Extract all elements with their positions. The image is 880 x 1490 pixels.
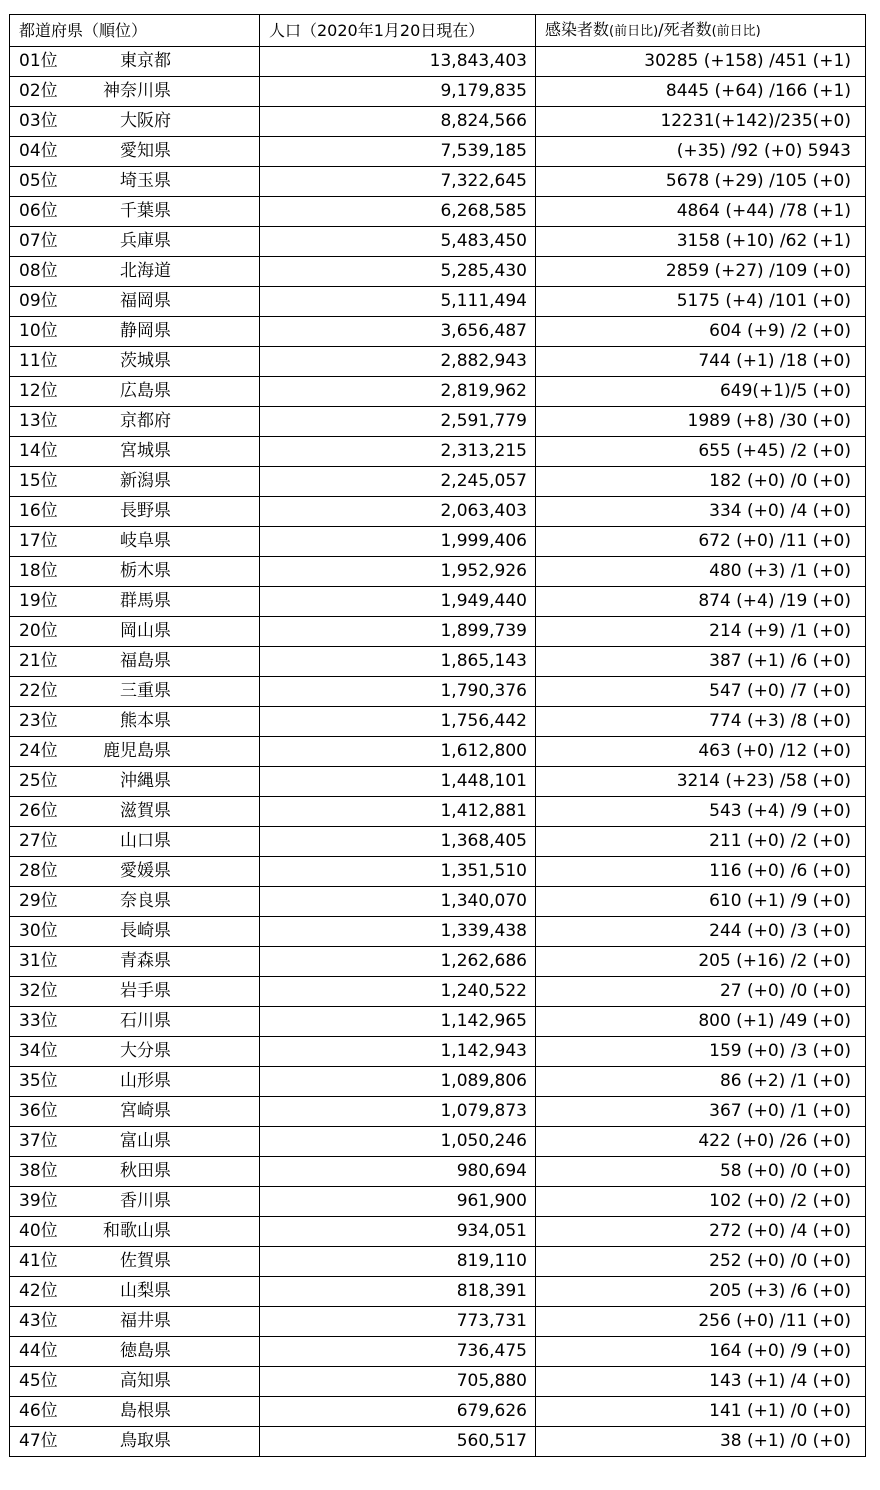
- table-row: [10, 1277, 866, 1307]
- cases-deaths-cell: 480 (+3) /1 (+0): [536, 557, 866, 587]
- population-cell: 773,731: [260, 1307, 536, 1337]
- rank-label: 45位: [19, 1371, 58, 1391]
- header-population: 人口（2020年1月20日現在）: [260, 15, 536, 47]
- rank-label: 15位: [19, 471, 58, 491]
- prefecture-name: 青森県: [120, 951, 171, 971]
- population-cell: 1,865,143: [260, 647, 536, 677]
- rank-label: 13位: [19, 411, 58, 431]
- prefecture-name: 富山県: [120, 1131, 171, 1151]
- rank-label: 03位: [19, 111, 58, 131]
- rank-label: 46位: [19, 1401, 58, 1421]
- rank-label: 17位: [19, 531, 58, 551]
- population-cell: 1,368,405: [260, 827, 536, 857]
- prefecture-name: 神奈川県: [103, 81, 171, 101]
- prefecture-name: 北海道: [120, 261, 171, 281]
- table-row: [10, 767, 866, 797]
- covid-prefecture-table-container: [9, 14, 866, 1457]
- prefecture-name: 静岡県: [120, 321, 171, 341]
- prefecture-name: 東京都: [120, 51, 171, 71]
- cases-deaths-cell: 387 (+1) /6 (+0): [536, 647, 866, 677]
- prefecture-cell: [10, 1247, 260, 1277]
- cases-deaths-cell: 367 (+0) /1 (+0): [536, 1097, 866, 1127]
- prefecture-name: 長野県: [120, 501, 171, 521]
- table-row: [10, 737, 866, 767]
- cases-deaths-cell: 800 (+1) /49 (+0): [536, 1007, 866, 1037]
- cases-deaths-cell: 86 (+2) /1 (+0): [536, 1067, 866, 1097]
- rank-label: 33位: [19, 1011, 58, 1031]
- prefecture-name: 兵庫県: [120, 231, 171, 251]
- population-cell: 1,790,376: [260, 677, 536, 707]
- population-cell: 961,900: [260, 1187, 536, 1217]
- prefecture-cell: [10, 1067, 260, 1097]
- prefecture-name: 長崎県: [120, 921, 171, 941]
- table-row: [10, 1247, 866, 1277]
- rank-label: 29位: [19, 891, 58, 911]
- header-deaths-diff-label: (前日比): [711, 24, 761, 39]
- rank-label: 08位: [19, 261, 58, 281]
- cases-deaths-cell: 159 (+0) /3 (+0): [536, 1037, 866, 1067]
- cases-deaths-cell: 744 (+1) /18 (+0): [536, 347, 866, 377]
- cases-deaths-cell: 3214 (+23) /58 (+0): [536, 767, 866, 797]
- population-cell: 934,051: [260, 1217, 536, 1247]
- population-cell: 8,824,566: [260, 107, 536, 137]
- rank-label: 41位: [19, 1251, 58, 1271]
- cases-deaths-cell: 604 (+9) /2 (+0): [536, 317, 866, 347]
- table-row: [10, 257, 866, 287]
- cases-deaths-cell: 102 (+0) /2 (+0): [536, 1187, 866, 1217]
- header-cases-diff-label: (前日比): [609, 24, 659, 39]
- prefecture-cell: [10, 1397, 260, 1427]
- cases-deaths-cell: 143 (+1) /4 (+0): [536, 1367, 866, 1397]
- cases-deaths-cell: 2859 (+27) /109 (+0): [536, 257, 866, 287]
- cases-deaths-cell: 4864 (+44) /78 (+1): [536, 197, 866, 227]
- prefecture-name: 広島県: [120, 381, 171, 401]
- table-row: [10, 1097, 866, 1127]
- table-row: [10, 947, 866, 977]
- cases-deaths-cell: 774 (+3) /8 (+0): [536, 707, 866, 737]
- header-cases-label: 感染者数: [545, 20, 610, 39]
- table-row: [10, 1307, 866, 1337]
- prefecture-name: 徳島県: [120, 1341, 171, 1361]
- prefecture-cell: [10, 1307, 260, 1337]
- prefecture-name: 三重県: [120, 681, 171, 701]
- rank-label: 36位: [19, 1101, 58, 1121]
- rank-label: 24位: [19, 741, 58, 761]
- table-row: [10, 137, 866, 167]
- cases-deaths-cell: 244 (+0) /3 (+0): [536, 917, 866, 947]
- population-cell: 5,285,430: [260, 257, 536, 287]
- prefecture-name: 群馬県: [120, 591, 171, 611]
- rank-label: 26位: [19, 801, 58, 821]
- rank-label: 22位: [19, 681, 58, 701]
- table-row: [10, 1067, 866, 1097]
- population-cell: 13,843,403: [260, 47, 536, 77]
- cases-deaths-cell: 3158 (+10) /62 (+1): [536, 227, 866, 257]
- table-row: [10, 1427, 866, 1457]
- table-row: [10, 1217, 866, 1247]
- table-row: [10, 857, 866, 887]
- rank-label: 02位: [19, 81, 58, 101]
- table-row: [10, 1187, 866, 1217]
- population-cell: 560,517: [260, 1427, 536, 1457]
- table-row: [10, 1037, 866, 1067]
- population-cell: 1,999,406: [260, 527, 536, 557]
- cases-deaths-cell: 463 (+0) /12 (+0): [536, 737, 866, 767]
- cases-deaths-cell: 8445 (+64) /166 (+1): [536, 77, 866, 107]
- prefecture-name: 熊本県: [120, 711, 171, 731]
- prefecture-name: 島根県: [120, 1401, 171, 1421]
- table-row: [10, 1337, 866, 1367]
- rank-label: 25位: [19, 771, 58, 791]
- cases-deaths-cell: 422 (+0) /26 (+0): [536, 1127, 866, 1157]
- prefecture-name: 宮城県: [120, 441, 171, 461]
- table-row: [10, 317, 866, 347]
- cases-deaths-cell: 543 (+4) /9 (+0): [536, 797, 866, 827]
- cases-deaths-cell: 272 (+0) /4 (+0): [536, 1217, 866, 1247]
- population-cell: 1,899,739: [260, 617, 536, 647]
- prefecture-name: 愛知県: [120, 141, 171, 161]
- prefecture-name: 山梨県: [120, 1281, 171, 1301]
- table-row: [10, 47, 866, 77]
- population-cell: 3,656,487: [260, 317, 536, 347]
- cases-deaths-cell: 30285 (+158) /451 (+1): [536, 47, 866, 77]
- prefecture-cell: [10, 1337, 260, 1367]
- rank-label: 38位: [19, 1161, 58, 1181]
- prefecture-cell: [10, 887, 260, 917]
- population-cell: 1,612,800: [260, 737, 536, 767]
- cases-deaths-cell: 12231(+142)/235(+0): [536, 107, 866, 137]
- prefecture-cell: [10, 1187, 260, 1217]
- rank-label: 30位: [19, 921, 58, 941]
- table-row: [10, 197, 866, 227]
- rank-label: 18位: [19, 561, 58, 581]
- rank-label: 01位: [19, 51, 58, 71]
- population-cell: 705,880: [260, 1367, 536, 1397]
- prefecture-cell: [10, 1367, 260, 1397]
- cases-deaths-cell: 256 (+0) /11 (+0): [536, 1307, 866, 1337]
- population-cell: 6,268,585: [260, 197, 536, 227]
- prefecture-name: 高知県: [120, 1371, 171, 1391]
- prefecture-name: 福岡県: [120, 291, 171, 311]
- population-cell: 5,483,450: [260, 227, 536, 257]
- population-cell: 9,179,835: [260, 77, 536, 107]
- prefecture-cell: [10, 947, 260, 977]
- prefecture-cell: [10, 347, 260, 377]
- prefecture-name: 佐賀県: [120, 1251, 171, 1271]
- population-cell: 818,391: [260, 1277, 536, 1307]
- table-row: [10, 167, 866, 197]
- cases-deaths-cell: 1989 (+8) /30 (+0): [536, 407, 866, 437]
- prefecture-cell: [10, 557, 260, 587]
- header-prefecture-rank: 都道府県（順位）: [10, 15, 260, 47]
- population-cell: 1,050,246: [260, 1127, 536, 1157]
- cases-deaths-cell: (+35) /92 (+0) 5943: [536, 137, 866, 167]
- prefecture-cell: [10, 707, 260, 737]
- population-cell: 1,756,442: [260, 707, 536, 737]
- table-row: [10, 797, 866, 827]
- population-cell: 7,322,645: [260, 167, 536, 197]
- prefecture-cell: [10, 467, 260, 497]
- rank-label: 21位: [19, 651, 58, 671]
- cases-deaths-cell: 38 (+1) /0 (+0): [536, 1427, 866, 1457]
- population-cell: 2,591,779: [260, 407, 536, 437]
- prefecture-cell: [10, 77, 260, 107]
- cases-deaths-cell: 649(+1)/5 (+0): [536, 377, 866, 407]
- prefecture-name: 和歌山県: [103, 1221, 171, 1241]
- prefecture-cell: [10, 1427, 260, 1457]
- prefecture-name: 岐阜県: [120, 531, 171, 551]
- cases-deaths-cell: 205 (+3) /6 (+0): [536, 1277, 866, 1307]
- rank-label: 47位: [19, 1431, 58, 1451]
- cases-deaths-cell: 672 (+0) /11 (+0): [536, 527, 866, 557]
- population-cell: 1,142,965: [260, 1007, 536, 1037]
- population-cell: 1,952,926: [260, 557, 536, 587]
- rank-label: 44位: [19, 1341, 58, 1361]
- prefecture-cell: [10, 827, 260, 857]
- prefecture-cell: [10, 977, 260, 1007]
- rank-label: 10位: [19, 321, 58, 341]
- rank-label: 40位: [19, 1221, 58, 1241]
- prefecture-cell: [10, 197, 260, 227]
- population-cell: 2,063,403: [260, 497, 536, 527]
- cases-deaths-cell: 252 (+0) /0 (+0): [536, 1247, 866, 1277]
- population-cell: 1,949,440: [260, 587, 536, 617]
- population-cell: 1,262,686: [260, 947, 536, 977]
- population-cell: 1,412,881: [260, 797, 536, 827]
- prefecture-cell: [10, 1217, 260, 1247]
- prefecture-cell: [10, 527, 260, 557]
- population-cell: 1,448,101: [260, 767, 536, 797]
- rank-label: 16位: [19, 501, 58, 521]
- rank-label: 32位: [19, 981, 58, 1001]
- rank-label: 11位: [19, 351, 58, 371]
- table-row: [10, 587, 866, 617]
- cases-deaths-cell: 205 (+16) /2 (+0): [536, 947, 866, 977]
- cases-deaths-cell: 58 (+0) /0 (+0): [536, 1157, 866, 1187]
- rank-label: 28位: [19, 861, 58, 881]
- population-cell: 2,882,943: [260, 347, 536, 377]
- rank-label: 04位: [19, 141, 58, 161]
- prefecture-name: 千葉県: [120, 201, 171, 221]
- population-cell: 679,626: [260, 1397, 536, 1427]
- cases-deaths-cell: 182 (+0) /0 (+0): [536, 467, 866, 497]
- population-cell: 1,240,522: [260, 977, 536, 1007]
- rank-label: 07位: [19, 231, 58, 251]
- prefecture-name: 滋賀県: [120, 801, 171, 821]
- rank-label: 42位: [19, 1281, 58, 1301]
- population-cell: 736,475: [260, 1337, 536, 1367]
- table-header-row: [10, 15, 866, 47]
- prefecture-name: 山口県: [120, 831, 171, 851]
- table-row: [10, 1127, 866, 1157]
- prefecture-cell: [10, 617, 260, 647]
- prefecture-cell: [10, 737, 260, 767]
- cases-deaths-cell: 27 (+0) /0 (+0): [536, 977, 866, 1007]
- population-cell: 819,110: [260, 1247, 536, 1277]
- table-row: [10, 437, 866, 467]
- prefecture-name: 鹿児島県: [103, 741, 171, 761]
- population-cell: 1,351,510: [260, 857, 536, 887]
- table-row: [10, 677, 866, 707]
- table-row: [10, 917, 866, 947]
- rank-label: 39位: [19, 1191, 58, 1211]
- prefecture-name: 福井県: [120, 1311, 171, 1331]
- prefecture-cell: [10, 1097, 260, 1127]
- population-cell: 2,245,057: [260, 467, 536, 497]
- cases-deaths-cell: 610 (+1) /9 (+0): [536, 887, 866, 917]
- prefecture-name: 大分県: [120, 1041, 171, 1061]
- prefecture-cell: [10, 797, 260, 827]
- rank-label: 12位: [19, 381, 58, 401]
- table-row: [10, 467, 866, 497]
- prefecture-name: 秋田県: [120, 1161, 171, 1181]
- prefecture-cell: [10, 167, 260, 197]
- prefecture-name: 宮崎県: [120, 1101, 171, 1121]
- prefecture-name: 香川県: [120, 1191, 171, 1211]
- table-row: [10, 227, 866, 257]
- prefecture-cell: [10, 497, 260, 527]
- prefecture-cell: [10, 317, 260, 347]
- table-row: [10, 1157, 866, 1187]
- rank-label: 14位: [19, 441, 58, 461]
- table-row: [10, 1367, 866, 1397]
- prefecture-cell: [10, 257, 260, 287]
- table-row: [10, 77, 866, 107]
- prefecture-cell: [10, 47, 260, 77]
- cases-deaths-cell: 116 (+0) /6 (+0): [536, 857, 866, 887]
- cases-deaths-cell: 547 (+0) /7 (+0): [536, 677, 866, 707]
- prefecture-name: 栃木県: [120, 561, 171, 581]
- prefecture-name: 埼玉県: [120, 171, 171, 191]
- population-cell: 7,539,185: [260, 137, 536, 167]
- prefecture-name: 新潟県: [120, 471, 171, 491]
- population-cell: 2,819,962: [260, 377, 536, 407]
- prefecture-cell: [10, 227, 260, 257]
- prefecture-name: 大阪府: [120, 111, 171, 131]
- prefecture-cell: [10, 377, 260, 407]
- population-cell: 1,089,806: [260, 1067, 536, 1097]
- cases-deaths-cell: 5175 (+4) /101 (+0): [536, 287, 866, 317]
- prefecture-cell: [10, 1157, 260, 1187]
- table-row: [10, 887, 866, 917]
- cases-deaths-cell: 5678 (+29) /105 (+0): [536, 167, 866, 197]
- cases-deaths-cell: 141 (+1) /0 (+0): [536, 1397, 866, 1427]
- prefecture-name: 岡山県: [120, 621, 171, 641]
- rank-label: 27位: [19, 831, 58, 851]
- table-row: [10, 557, 866, 587]
- prefecture-name: 茨城県: [120, 351, 171, 371]
- prefecture-cell: [10, 917, 260, 947]
- population-cell: 5,111,494: [260, 287, 536, 317]
- rank-label: 20位: [19, 621, 58, 641]
- rank-label: 31位: [19, 951, 58, 971]
- prefecture-cell: [10, 767, 260, 797]
- rank-label: 23位: [19, 711, 58, 731]
- cases-deaths-cell: 164 (+0) /9 (+0): [536, 1337, 866, 1367]
- prefecture-name: 奈良県: [120, 891, 171, 911]
- header-deaths-label: /死者数: [658, 20, 712, 39]
- rank-label: 06位: [19, 201, 58, 221]
- cases-deaths-cell: 214 (+9) /1 (+0): [536, 617, 866, 647]
- prefecture-cell: [10, 407, 260, 437]
- table-row: [10, 287, 866, 317]
- table-row: [10, 617, 866, 647]
- prefecture-stats-table: [9, 14, 866, 1457]
- population-cell: 980,694: [260, 1157, 536, 1187]
- rank-label: 19位: [19, 591, 58, 611]
- prefecture-cell: [10, 647, 260, 677]
- prefecture-name: 鳥取県: [120, 1431, 171, 1451]
- prefecture-name: 京都府: [120, 411, 171, 431]
- rank-label: 34位: [19, 1041, 58, 1061]
- table-row: [10, 407, 866, 437]
- cases-deaths-cell: 655 (+45) /2 (+0): [536, 437, 866, 467]
- table-row: [10, 107, 866, 137]
- prefecture-name: 福島県: [120, 651, 171, 671]
- table-row: [10, 527, 866, 557]
- population-cell: 1,340,070: [260, 887, 536, 917]
- prefecture-cell: [10, 677, 260, 707]
- population-cell: 1,142,943: [260, 1037, 536, 1067]
- table-row: [10, 377, 866, 407]
- population-cell: 1,339,438: [260, 917, 536, 947]
- population-cell: 2,313,215: [260, 437, 536, 467]
- table-row: [10, 647, 866, 677]
- table-row: [10, 977, 866, 1007]
- cases-deaths-cell: 334 (+0) /4 (+0): [536, 497, 866, 527]
- prefecture-name: 石川県: [120, 1011, 171, 1031]
- prefecture-cell: [10, 1277, 260, 1307]
- table-body: [10, 47, 866, 1457]
- table-row: [10, 827, 866, 857]
- rank-label: 37位: [19, 1131, 58, 1151]
- prefecture-cell: [10, 137, 260, 167]
- header-cases-deaths: [536, 15, 866, 47]
- prefecture-cell: [10, 287, 260, 317]
- rank-label: 09位: [19, 291, 58, 311]
- prefecture-cell: [10, 1037, 260, 1067]
- prefecture-name: 岩手県: [120, 981, 171, 1001]
- rank-label: 35位: [19, 1071, 58, 1091]
- table-row: [10, 707, 866, 737]
- table-row: [10, 1007, 866, 1037]
- population-cell: 1,079,873: [260, 1097, 536, 1127]
- prefecture-name: 愛媛県: [120, 861, 171, 881]
- cases-deaths-cell: 211 (+0) /2 (+0): [536, 827, 866, 857]
- cases-deaths-cell: 874 (+4) /19 (+0): [536, 587, 866, 617]
- prefecture-cell: [10, 587, 260, 617]
- table-row: [10, 1397, 866, 1427]
- prefecture-cell: [10, 437, 260, 467]
- prefecture-name: 沖縄県: [120, 771, 171, 791]
- prefecture-cell: [10, 857, 260, 887]
- prefecture-cell: [10, 1007, 260, 1037]
- prefecture-cell: [10, 107, 260, 137]
- prefecture-cell: [10, 1127, 260, 1157]
- rank-label: 43位: [19, 1311, 58, 1331]
- table-row: [10, 347, 866, 377]
- table-row: [10, 497, 866, 527]
- prefecture-name: 山形県: [120, 1071, 171, 1091]
- rank-label: 05位: [19, 171, 58, 191]
